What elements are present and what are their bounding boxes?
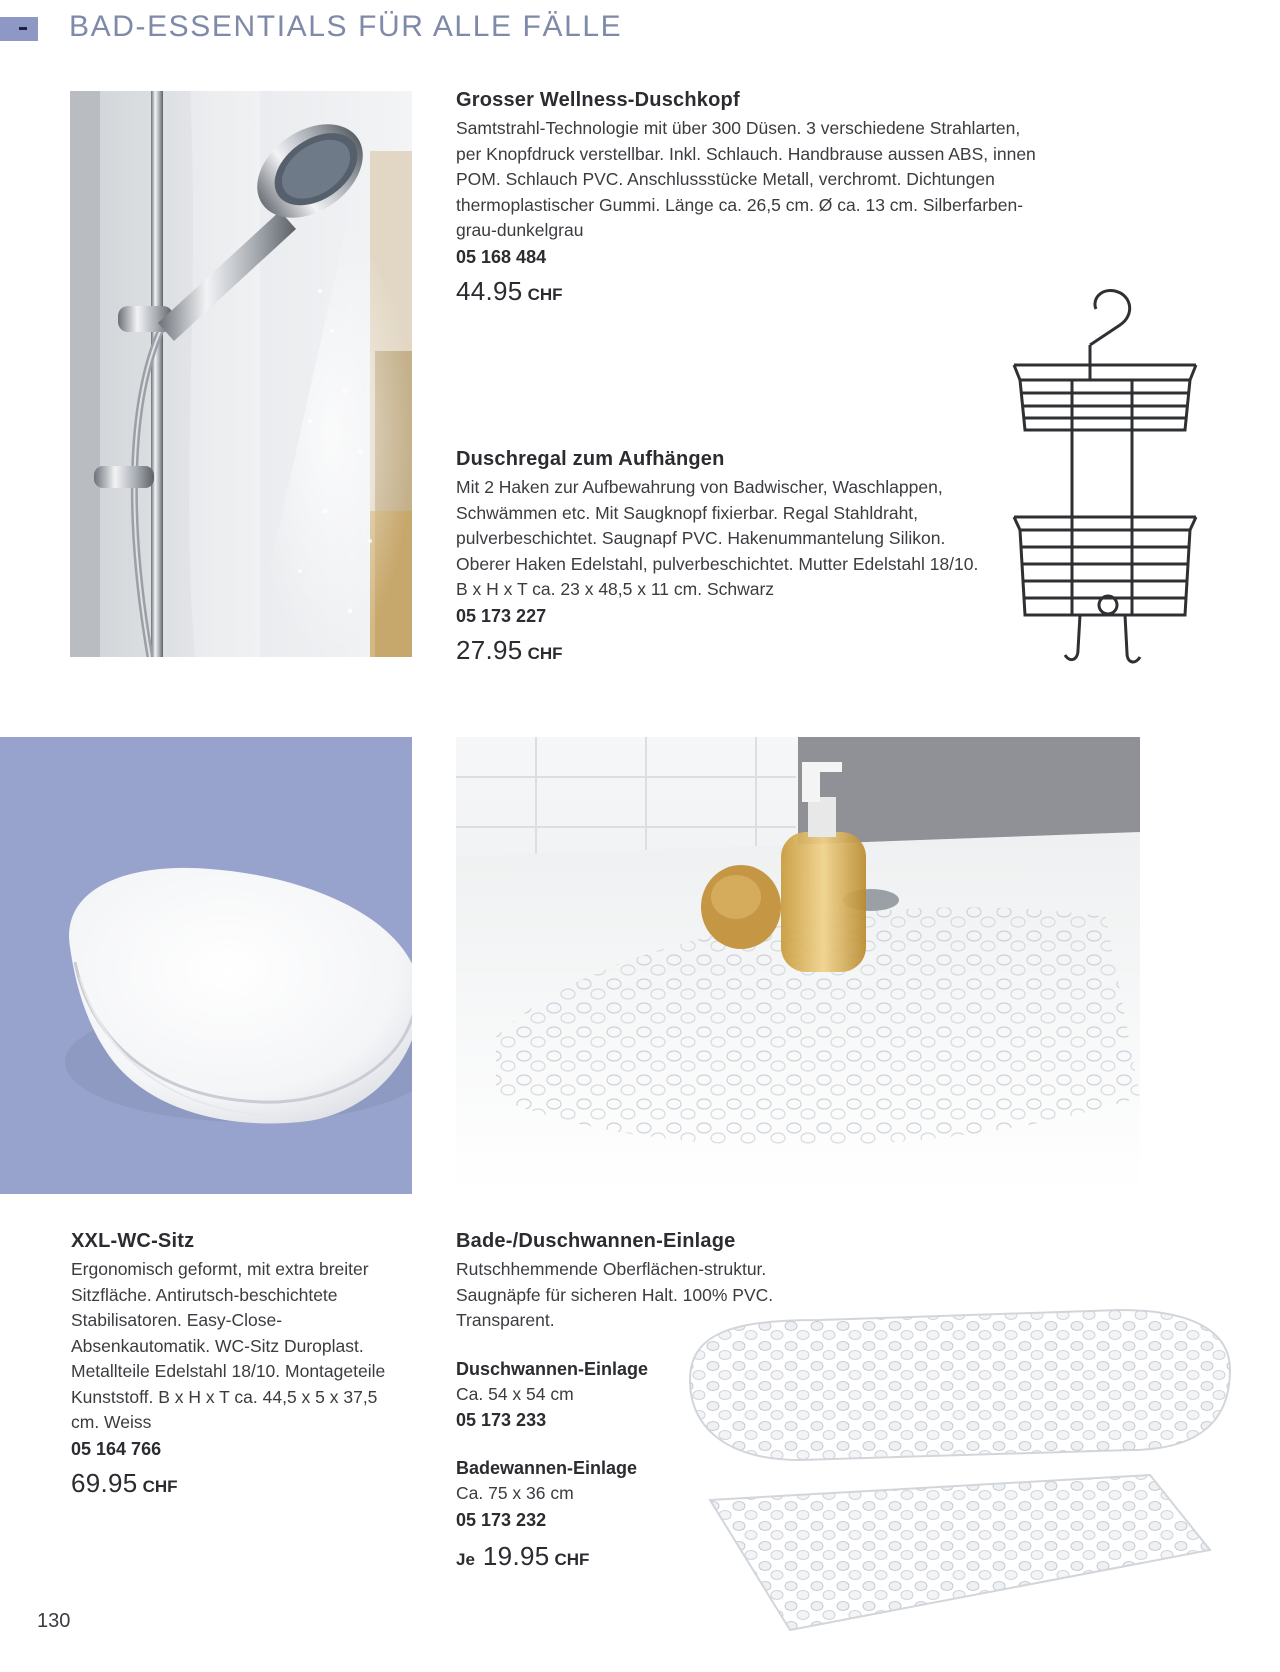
product-wc-seat <box>71 1230 411 1499</box>
page-number: 130 <box>37 1610 71 1632</box>
price-amount: 44.95 <box>456 275 523 306</box>
product-price <box>456 635 996 666</box>
product-price <box>456 276 1056 307</box>
product-sku: 05 173 227 <box>456 605 547 626</box>
variant-sku: 05 173 232 <box>456 1509 547 1530</box>
price-currency: CHF <box>142 1476 178 1496</box>
price-amount: 19.95 <box>482 1540 550 1571</box>
price-currency: CHF <box>527 284 563 304</box>
product-name: Bade-/Duschwannen-Einlage <box>456 1230 736 1252</box>
price-prefix: Je <box>456 1549 475 1569</box>
product-name: Duschregal zum Aufhängen <box>456 448 725 470</box>
page-title: BAD-ESSENTIALS FÜR ALLE FÄLLE <box>69 10 623 43</box>
product-sku: 05 164 766 <box>71 1438 162 1459</box>
price-amount: 27.95 <box>456 634 523 665</box>
variant-name: Badewannen-Einlage <box>456 1458 638 1478</box>
product-description: Samtstrahl-Technologie mit über 300 Düsen. 3 verschiedene Strahlarten, per Knopfdruck verstellbar. Inkl. Schlauch. Handbrause aussen ABS, innen POM. Schlauch PVC. Anschlussstücke Metall, verchromt. Dichtungen thermoplastischer Gummi. Länge ca. 26,5 cm. Ø ca. 13 cm. Silberfarben-grau-dunkelgrau <box>456 118 1036 240</box>
product-description: Ergonomisch geformt, mit extra breiter Sitzfläche. Antirutsch-beschichtete Stabilisatoren. Easy-Close-Absenkautomatik. WC-Sitz Duroplast. Metallteile Edelstahl 18/10. Montageteile Kunststoff. B x H x T ca. 44,5 x 5 x 37,5 cm. Weiss <box>71 1259 386 1432</box>
shower-head-photo <box>70 91 412 657</box>
bath-mats-photo <box>680 1300 1240 1640</box>
product-name: Grosser Wellness-Duschkopf <box>456 89 740 111</box>
product-shower-head <box>456 89 1056 307</box>
bath-mat-scene-photo <box>456 737 1140 1194</box>
wc-seat-photo <box>0 737 412 1194</box>
price-currency: CHF <box>554 1549 590 1569</box>
product-description: Rutschhemmende Oberflächen-struktur. Saugnäpfe für sicheren Halt. 100% PVC. Transparent. <box>456 1259 774 1330</box>
product-description: Mit 2 Haken zur Aufbewahrung von Badwischer, Waschlappen, Schwämmen etc. Mit Saugknopf fixierbar. Regal Stahldraht, pulverbeschichtet. Saugnapf PVC. Hakenummantelung Silikon. Oberer Haken Edelstahl, pulverbeschichtet. Mutter Edelstahl 18/10. B x H x T ca. 23 x 48,5 x 11 cm. Schwarz <box>456 477 979 599</box>
price-amount: 69.95 <box>71 1467 138 1498</box>
tab-marker-dash <box>19 27 27 30</box>
variant-dimensions: Ca. 54 x 54 cm <box>456 1383 574 1404</box>
product-price <box>71 1468 411 1499</box>
product-name: XXL-WC-Sitz <box>71 1230 195 1252</box>
product-sku: 05 168 484 <box>456 246 547 267</box>
variant-sku: 05 173 233 <box>456 1410 547 1430</box>
section-tab-marker <box>0 17 38 41</box>
product-shower-rack <box>456 448 996 666</box>
shower-rack-photo <box>1000 285 1205 675</box>
variant-name: Duschwannen-Einlage <box>456 1358 649 1379</box>
price-currency: CHF <box>527 643 563 663</box>
variant-dimensions: Ca. 75 x 36 cm <box>456 1483 574 1503</box>
